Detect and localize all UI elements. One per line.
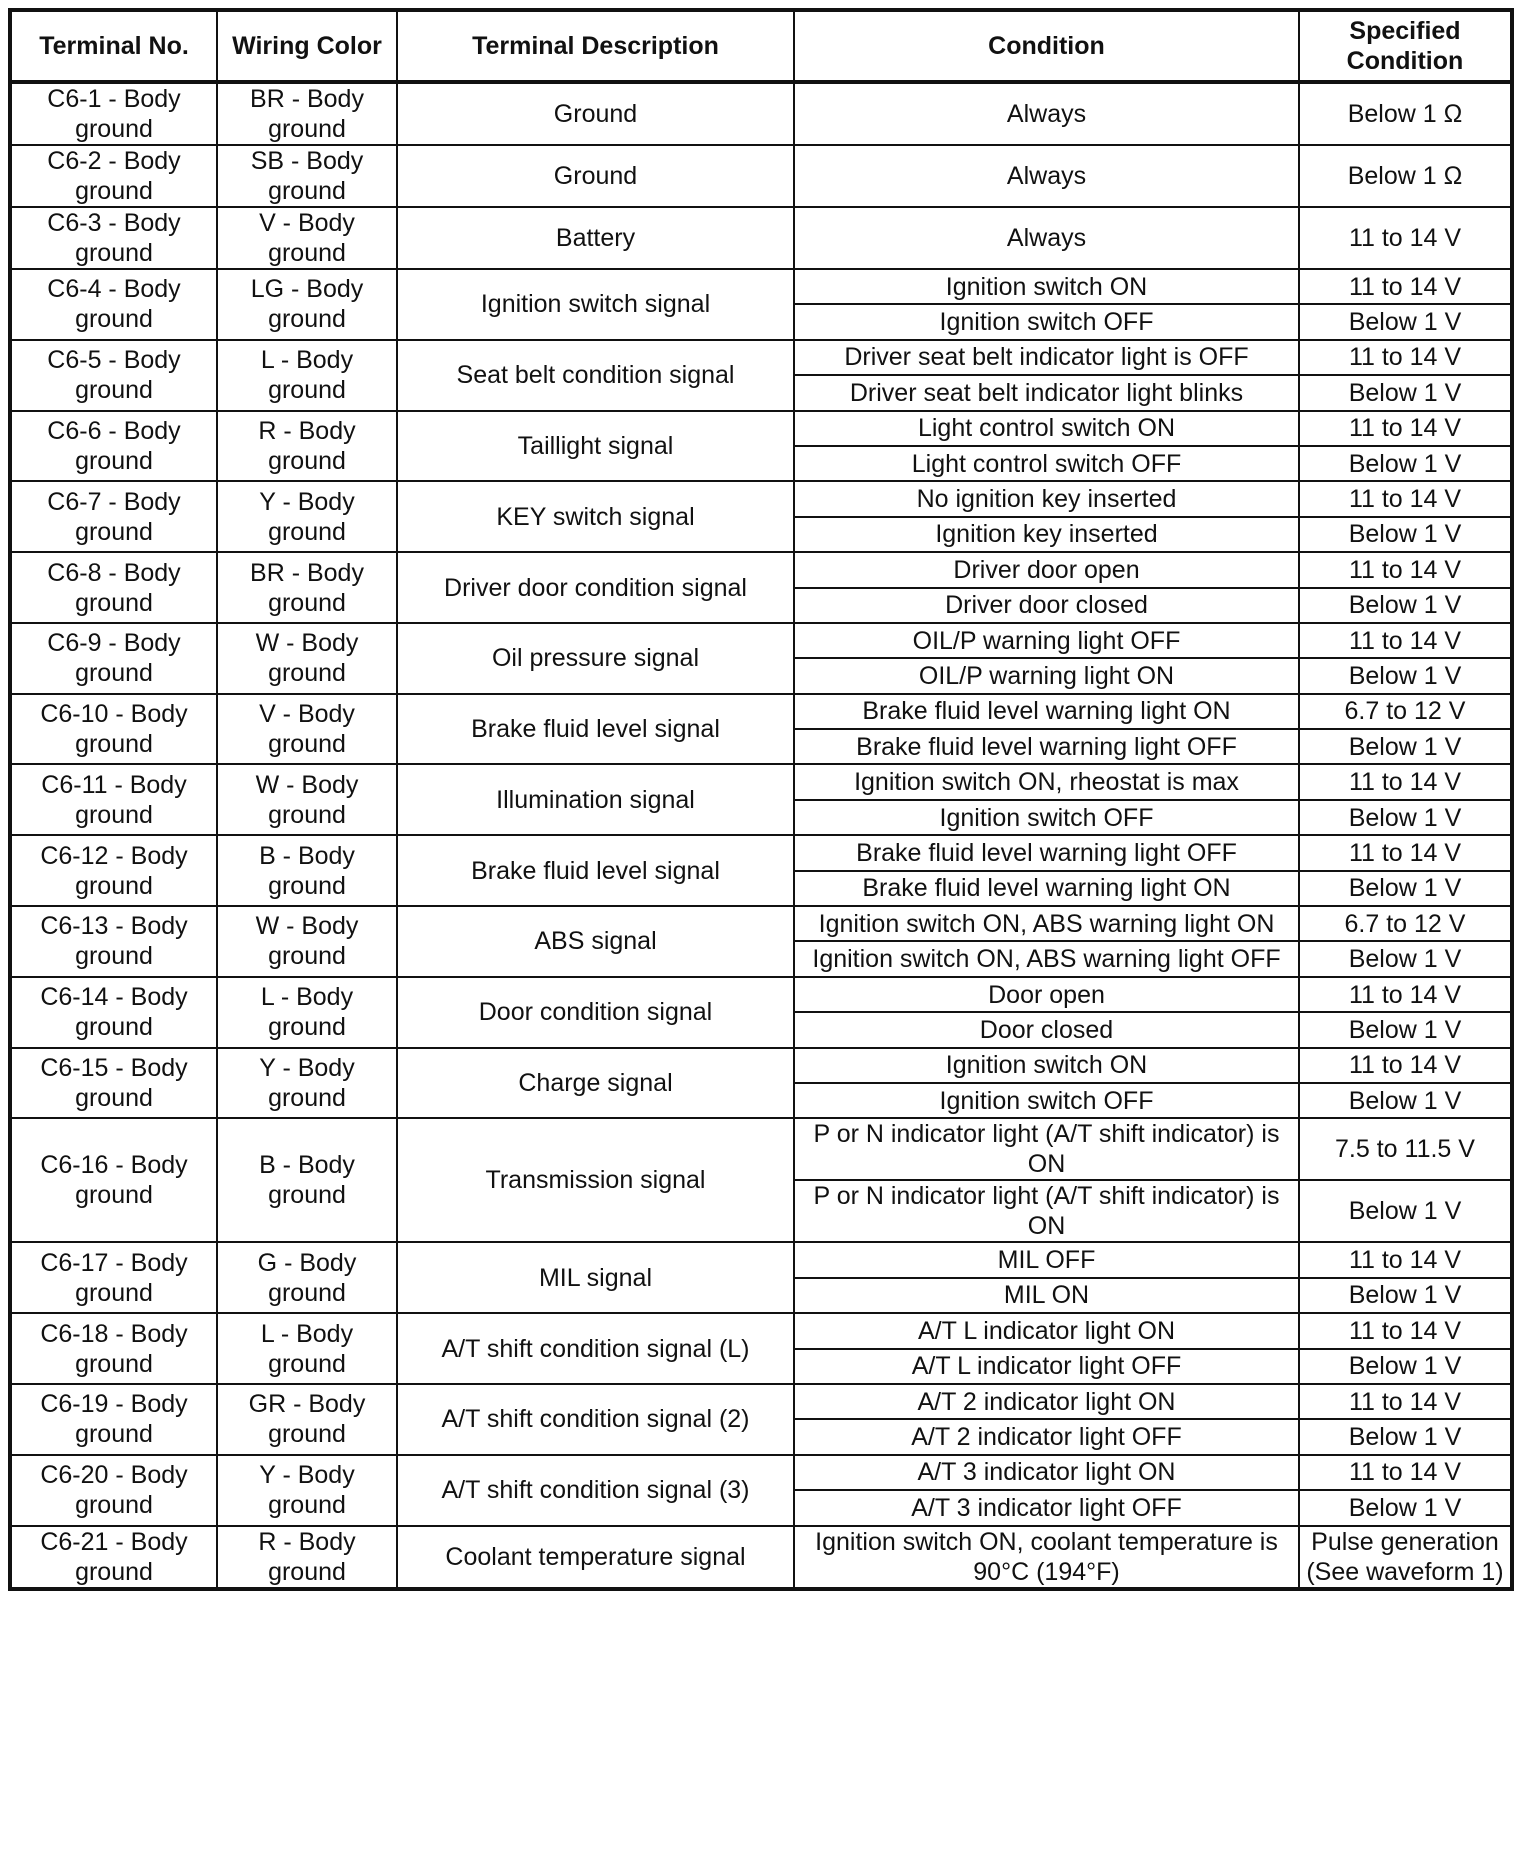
specified-condition-cell: 7.5 to 11.5 V — [1299, 1118, 1512, 1180]
condition-cell: A/T 2 indicator light OFF — [794, 1419, 1299, 1454]
table-row — [10, 1048, 1512, 1083]
wiring-color-cell: BR - Body ground — [217, 82, 397, 145]
table-row — [10, 977, 1512, 1012]
condition-cell: Ignition switch ON, ABS warning light ON — [794, 906, 1299, 941]
terminal-description-cell: Transmission signal — [397, 1118, 794, 1242]
condition-cell: Driver door open — [794, 552, 1299, 587]
table-row — [10, 835, 1512, 870]
condition-cell: Ignition key inserted — [794, 517, 1299, 552]
table-row — [10, 82, 1512, 145]
table-row — [10, 207, 1512, 269]
condition-cell: A/T L indicator light ON — [794, 1313, 1299, 1348]
terminal-no-cell: C6-13 - Body ground — [10, 906, 217, 977]
specified-condition-cell: 11 to 14 V — [1299, 1048, 1512, 1083]
specified-condition-cell: 11 to 14 V — [1299, 764, 1512, 799]
terminal-description-cell: Battery — [397, 207, 794, 269]
specified-condition-cell: Below 1 V — [1299, 1278, 1512, 1313]
terminal-description-cell: Oil pressure signal — [397, 623, 794, 694]
specified-condition-cell: Below 1 V — [1299, 800, 1512, 835]
wiring-color-cell: Y - Body ground — [217, 1455, 397, 1526]
terminal-description-cell: Seat belt condition signal — [397, 340, 794, 411]
terminal-no-cell: C6-2 - Body ground — [10, 145, 217, 207]
terminal-description-cell: A/T shift condition signal (2) — [397, 1384, 794, 1455]
terminal-description-cell: Door condition signal — [397, 977, 794, 1048]
specified-condition-cell: Below 1 Ω — [1299, 145, 1512, 207]
specified-condition-cell: 11 to 14 V — [1299, 552, 1512, 587]
terminal-description-cell: Ignition switch signal — [397, 269, 794, 340]
condition-cell: No ignition key inserted — [794, 481, 1299, 516]
terminal-no-cell: C6-10 - Body ground — [10, 694, 217, 765]
wiring-color-cell: L - Body ground — [217, 1313, 397, 1384]
condition-cell: OIL/P warning light ON — [794, 658, 1299, 693]
table-body — [10, 82, 1512, 1589]
specified-condition-cell: Below 1 V — [1299, 304, 1512, 339]
condition-cell: Ignition switch ON — [794, 269, 1299, 304]
specified-condition-cell: 11 to 14 V — [1299, 835, 1512, 870]
specified-condition-cell: Below 1 V — [1299, 1419, 1512, 1454]
condition-cell: A/T 3 indicator light OFF — [794, 1490, 1299, 1525]
condition-cell: MIL OFF — [794, 1242, 1299, 1277]
wiring-color-cell: W - Body ground — [217, 764, 397, 835]
table-row — [10, 1313, 1512, 1348]
condition-cell: P or N indicator light (A/T shift indicator) is ON — [794, 1180, 1299, 1242]
condition-cell: OIL/P warning light OFF — [794, 623, 1299, 658]
condition-cell: P or N indicator light (A/T shift indicator) is ON — [794, 1118, 1299, 1180]
condition-cell: Ignition switch ON, coolant temperature is 90°C (194°F) — [794, 1526, 1299, 1589]
specified-condition-cell: Pulse generation (See waveform 1) — [1299, 1526, 1512, 1589]
condition-cell: Brake fluid level warning light OFF — [794, 835, 1299, 870]
terminal-description-cell: Illumination signal — [397, 764, 794, 835]
terminal-no-cell: C6-21 - Body ground — [10, 1526, 217, 1589]
table-row — [10, 552, 1512, 587]
wiring-color-cell: GR - Body ground — [217, 1384, 397, 1455]
terminal-no-cell: C6-5 - Body ground — [10, 340, 217, 411]
table-row — [10, 340, 1512, 375]
wiring-color-cell: L - Body ground — [217, 340, 397, 411]
specified-condition-cell: Below 1 V — [1299, 941, 1512, 976]
condition-cell: Brake fluid level warning light OFF — [794, 729, 1299, 764]
wiring-color-cell: Y - Body ground — [217, 481, 397, 552]
terminal-no-cell: C6-9 - Body ground — [10, 623, 217, 694]
terminal-no-cell: C6-18 - Body ground — [10, 1313, 217, 1384]
condition-cell: Door closed — [794, 1012, 1299, 1047]
wiring-color-cell: L - Body ground — [217, 977, 397, 1048]
specified-condition-cell: Below 1 V — [1299, 588, 1512, 623]
specified-condition-cell: 11 to 14 V — [1299, 340, 1512, 375]
specified-condition-cell: Below 1 V — [1299, 446, 1512, 481]
specified-condition-cell: Below 1 V — [1299, 517, 1512, 552]
terminal-no-cell: C6-3 - Body ground — [10, 207, 217, 269]
header-row — [10, 10, 1512, 82]
table-row — [10, 764, 1512, 799]
header-condition: Condition — [794, 10, 1299, 82]
table-header — [10, 10, 1512, 82]
terminal-description-cell: Brake fluid level signal — [397, 835, 794, 906]
terminal-spec-table — [8, 8, 1514, 1591]
condition-cell: Light control switch ON — [794, 411, 1299, 446]
terminal-description-cell: Ground — [397, 145, 794, 207]
condition-cell: MIL ON — [794, 1278, 1299, 1313]
specified-condition-cell: 11 to 14 V — [1299, 411, 1512, 446]
terminal-no-cell: C6-17 - Body ground — [10, 1242, 217, 1313]
table-row — [10, 694, 1512, 729]
specified-condition-cell: 11 to 14 V — [1299, 977, 1512, 1012]
specified-condition-cell: Below 1 V — [1299, 375, 1512, 410]
condition-cell: Brake fluid level warning light ON — [794, 871, 1299, 906]
terminal-no-cell: C6-6 - Body ground — [10, 411, 217, 482]
terminal-no-cell: C6-11 - Body ground — [10, 764, 217, 835]
condition-cell: Ignition switch OFF — [794, 304, 1299, 339]
specified-condition-cell: 11 to 14 V — [1299, 623, 1512, 658]
condition-cell: Driver seat belt indicator light blinks — [794, 375, 1299, 410]
condition-cell: Always — [794, 82, 1299, 145]
header-terminal-no: Terminal No. — [10, 10, 217, 82]
specified-condition-cell: Below 1 V — [1299, 1490, 1512, 1525]
table-row — [10, 411, 1512, 446]
terminal-no-cell: C6-14 - Body ground — [10, 977, 217, 1048]
wiring-color-cell: V - Body ground — [217, 207, 397, 269]
condition-cell: Ignition switch ON, ABS warning light OFF — [794, 941, 1299, 976]
specified-condition-cell: 6.7 to 12 V — [1299, 906, 1512, 941]
specified-condition-cell: 11 to 14 V — [1299, 481, 1512, 516]
specified-condition-cell: 11 to 14 V — [1299, 1313, 1512, 1348]
specified-condition-cell: 11 to 14 V — [1299, 269, 1512, 304]
condition-cell: Always — [794, 207, 1299, 269]
terminal-no-cell: C6-8 - Body ground — [10, 552, 217, 623]
table-row — [10, 1242, 1512, 1277]
wiring-color-cell: LG - Body ground — [217, 269, 397, 340]
header-terminal-description: Terminal Description — [397, 10, 794, 82]
terminal-no-cell: C6-16 - Body ground — [10, 1118, 217, 1242]
terminal-description-cell: MIL signal — [397, 1242, 794, 1313]
condition-cell: Ignition switch ON — [794, 1048, 1299, 1083]
terminal-description-cell: Driver door condition signal — [397, 552, 794, 623]
condition-cell: Ignition switch ON, rheostat is max — [794, 764, 1299, 799]
table-row — [10, 1455, 1512, 1490]
table-row — [10, 1384, 1512, 1419]
wiring-color-cell: R - Body ground — [217, 1526, 397, 1589]
condition-cell: Always — [794, 145, 1299, 207]
wiring-color-cell: Y - Body ground — [217, 1048, 397, 1119]
header-wiring-color: Wiring Color — [217, 10, 397, 82]
condition-cell: A/T 3 indicator light ON — [794, 1455, 1299, 1490]
terminal-description-cell: KEY switch signal — [397, 481, 794, 552]
terminal-description-cell: Brake fluid level signal — [397, 694, 794, 765]
wiring-color-cell: R - Body ground — [217, 411, 397, 482]
condition-cell: A/T 2 indicator light ON — [794, 1384, 1299, 1419]
wiring-color-cell: V - Body ground — [217, 694, 397, 765]
wiring-color-cell: B - Body ground — [217, 835, 397, 906]
terminal-no-cell: C6-4 - Body ground — [10, 269, 217, 340]
condition-cell: Ignition switch OFF — [794, 1083, 1299, 1118]
wiring-color-cell: G - Body ground — [217, 1242, 397, 1313]
wiring-color-cell: W - Body ground — [217, 623, 397, 694]
condition-cell: Driver door closed — [794, 588, 1299, 623]
specified-condition-cell: 11 to 14 V — [1299, 1384, 1512, 1419]
condition-cell: Ignition switch OFF — [794, 800, 1299, 835]
terminal-no-cell: C6-15 - Body ground — [10, 1048, 217, 1119]
terminal-description-cell: Ground — [397, 82, 794, 145]
specified-condition-cell: 11 to 14 V — [1299, 1455, 1512, 1490]
table-row — [10, 145, 1512, 207]
specified-condition-cell: Below 1 V — [1299, 1180, 1512, 1242]
wiring-color-cell: W - Body ground — [217, 906, 397, 977]
table-row — [10, 481, 1512, 516]
terminal-description-cell: Coolant temperature signal — [397, 1526, 794, 1589]
condition-cell: Driver seat belt indicator light is OFF — [794, 340, 1299, 375]
terminal-description-cell: Taillight signal — [397, 411, 794, 482]
table-row — [10, 1118, 1512, 1180]
specified-condition-cell: 6.7 to 12 V — [1299, 694, 1512, 729]
table-row — [10, 906, 1512, 941]
condition-cell: Door open — [794, 977, 1299, 1012]
table-row — [10, 269, 1512, 304]
specified-condition-cell: Below 1 V — [1299, 1012, 1512, 1047]
table-row — [10, 1526, 1512, 1589]
terminal-no-cell: C6-7 - Body ground — [10, 481, 217, 552]
wiring-color-cell: BR - Body ground — [217, 552, 397, 623]
specified-condition-cell: Below 1 V — [1299, 729, 1512, 764]
specified-condition-cell: Below 1 V — [1299, 871, 1512, 906]
specified-condition-cell: 11 to 14 V — [1299, 207, 1512, 269]
condition-cell: Light control switch OFF — [794, 446, 1299, 481]
specified-condition-cell: Below 1 V — [1299, 1349, 1512, 1384]
wiring-color-cell: SB - Body ground — [217, 145, 397, 207]
table-row — [10, 623, 1512, 658]
terminal-no-cell: C6-12 - Body ground — [10, 835, 217, 906]
terminal-description-cell: Charge signal — [397, 1048, 794, 1119]
specified-condition-cell: 11 to 14 V — [1299, 1242, 1512, 1277]
specified-condition-cell: Below 1 Ω — [1299, 82, 1512, 145]
terminal-description-cell: A/T shift condition signal (L) — [397, 1313, 794, 1384]
condition-cell: Brake fluid level warning light ON — [794, 694, 1299, 729]
header-specified-condition: Specified Condition — [1299, 10, 1512, 82]
wiring-color-cell: B - Body ground — [217, 1118, 397, 1242]
terminal-no-cell: C6-20 - Body ground — [10, 1455, 217, 1526]
condition-cell: A/T L indicator light OFF — [794, 1349, 1299, 1384]
specified-condition-cell: Below 1 V — [1299, 658, 1512, 693]
terminal-description-cell: ABS signal — [397, 906, 794, 977]
specified-condition-cell: Below 1 V — [1299, 1083, 1512, 1118]
terminal-no-cell: C6-19 - Body ground — [10, 1384, 217, 1455]
terminal-description-cell: A/T shift condition signal (3) — [397, 1455, 794, 1526]
terminal-no-cell: C6-1 - Body ground — [10, 82, 217, 145]
